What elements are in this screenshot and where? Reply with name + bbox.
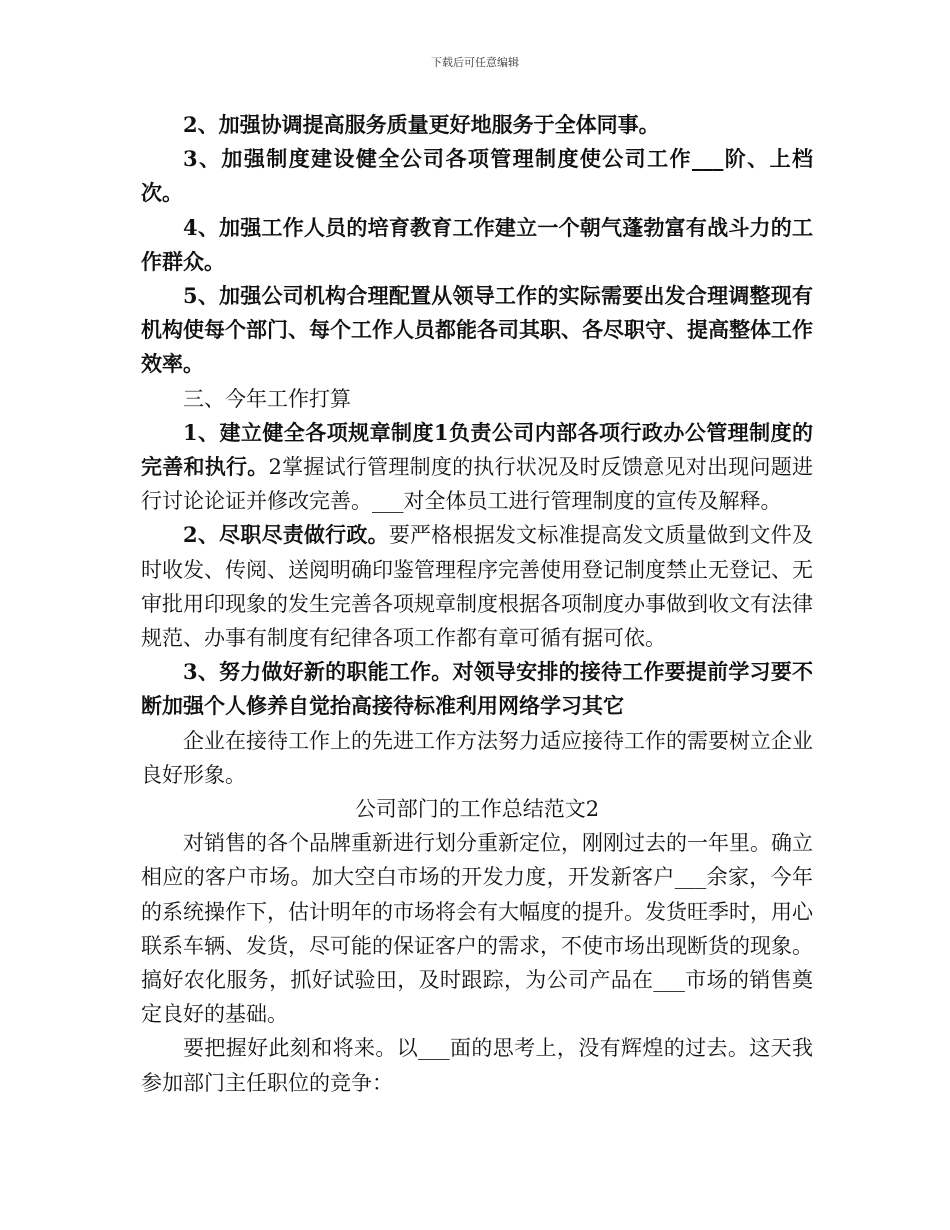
paragraph-4: 5、加强公司机构合理配置从领导工作的实际需要出发合理调整现有机构使每个部门、每个工作人员都能各司其职、各尽职守、提高整体工作效率。 [141, 283, 813, 377]
paragraph-2: 3、加强制度建设健全公司各项管理制度使公司工作___阶、上档次。 [141, 146, 813, 206]
paragraph-plan-2: 2、尽职尽责做行政。要严格根据发文标准提高发文质量做到文件及时收发、传阅、送阅明确印鉴管理程序完善使用登记制度禁止无登记、无审批用印现象的发生完善各项规章制度根据各项制度办事做到收文有法律规范、办事有制度有纪律各项工作都有章可循有据可依。 [141, 522, 813, 651]
paragraph-1: 2、加强协调提高服务质量更好地服务于全体同事。 [183, 112, 660, 137]
paragraph-3: 4、加强工作人员的培育教育工作建立一个朝气蓬勃富有战斗力的工作群众。 [141, 214, 813, 274]
section-heading-plans: 三、今年工作打算 [183, 386, 351, 411]
paragraph-competition: 要把握好此刻和将来。以___面的思考上，没有辉煌的过去。这天我参加部门主任职位的竞争： [141, 1036, 813, 1095]
paragraph-plan-3-cont: 企业在接待工作上的先进工作方法努力适应接待工作的需要树立企业良好形象。 [141, 728, 813, 787]
document-body [141, 108, 813, 1100]
section-title: 公司部门的工作总结范文2 [354, 797, 600, 822]
page-header: 下载后可任意编辑 [431, 56, 519, 69]
paragraph-plan-1: 1、建立健全各项规章制度1负责公司内部各项行政办公管理制度的完善和执行。2掌握试行管理制度的执行状况及时反馈意见对出现问题进行讨论论证并修改完善。___对全体员工进行管理制度的宣传及解释。 [141, 419, 814, 514]
paragraph-sales: 对销售的各个品牌重新进行划分重新定位，刚刚过去的一年里。确立相应的客户市场。加大空白市场的开发力度，开发新客户___余家，今年的系统操作下，估计明年的市场将会有大幅度的提升。发货旺季时，用心联系车辆、发货，尽可能的保证客户的需求，不使市场出现断货的现象。搞好农化服务，抓好试验田，及时跟踪，为公司产品在___市场的销售奠定良好的基础。 [141, 831, 813, 1027]
paragraph-plan-3: 3、努力做好新的职能工作。对领导安排的接待工作要提前学习要不断加强个人修养自觉抬高接待标准利用网络学习其它 [141, 659, 813, 719]
